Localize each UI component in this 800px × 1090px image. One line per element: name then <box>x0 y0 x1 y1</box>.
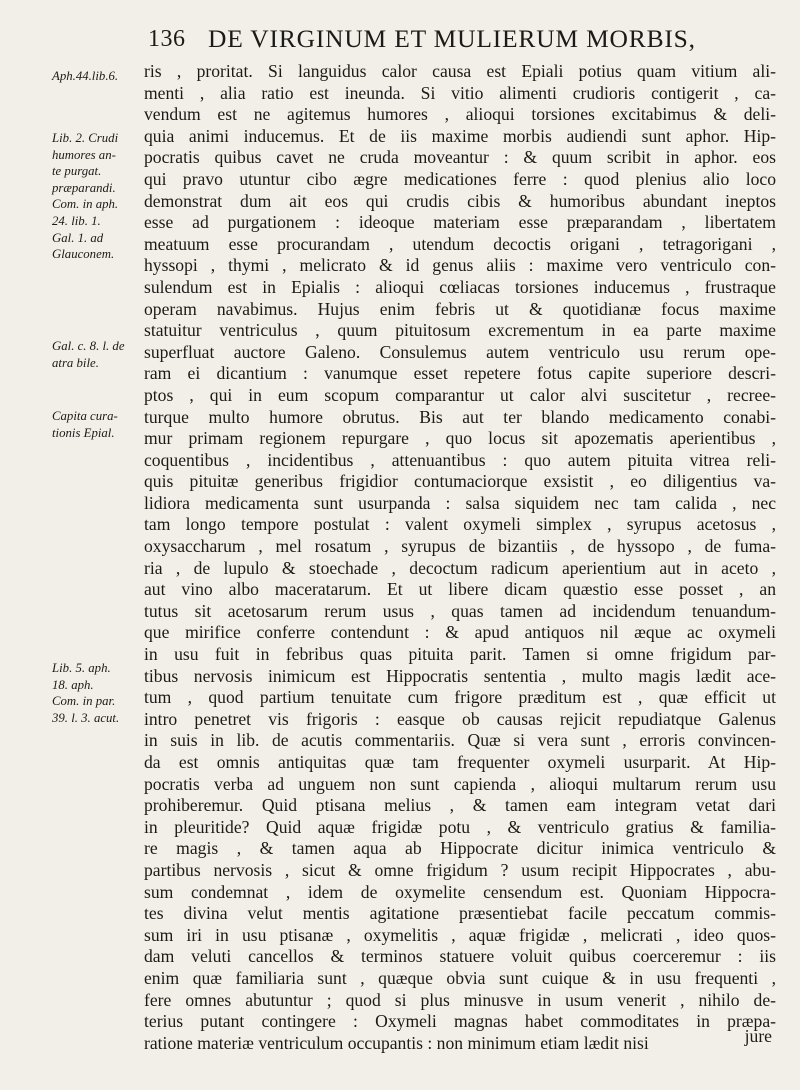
text-line: sum iri in usu ptisanæ , oxymelitis , aquæ frigidæ , melicrati , ideo quos- <box>144 924 776 945</box>
text-line: tes divina velut mentis agitatione præsentiebat facile peccatum commis- <box>144 903 776 924</box>
text-line: superfluat auctore Galeno. Consulemus autem ventriculo usu rerum ope- <box>144 341 776 362</box>
text-line: quis pituitæ generibus frigidior contumaciorque exsistit , eo diligentius va- <box>144 471 776 492</box>
text-line: ratione materiæ ventriculum occupantis : non minimum etiam lædit nisi <box>144 1032 649 1053</box>
text-line: coquentibus , incidentibus , attenuantibus : quo autem pituita vitrea reli- <box>144 449 776 470</box>
margin-note-line: te purgat. <box>52 164 102 179</box>
text-line: in pleuritide? Quid aquæ frigidæ potu , & ventriculo gratius & familia- <box>144 816 776 837</box>
margin-note-line: Com. in aph. <box>52 197 119 212</box>
text-line: ria , de lupulo & stoechade , decoctum radicum aperientium aut in aceto , <box>144 557 776 578</box>
text-line: quia animi inducemus. Et de iis maxime morbis audiendi sunt aphor. Hip- <box>144 125 776 146</box>
text-line: prohiberemur. Quid ptisana melius , & tamen eam integram vetat dari <box>144 795 776 816</box>
margin-note-line: Aph.44.lib.6. <box>52 69 119 83</box>
text-line: menti , alia ratio est ineunda. Si vitio alimenti crudioris contigerit , ca- <box>144 82 776 103</box>
margin-note-line: 18. aph. <box>52 677 94 692</box>
text-line: que mirifice conferre contendunt : & apud antiquos nil æque ac oxymeli <box>144 622 776 643</box>
text-line: aut vino albo maceratarum. Et ut libere dicam quæstio esse posset , an <box>144 579 776 600</box>
margin-note-line: Gal. c. 8. l. de <box>52 339 125 353</box>
margin-note <box>52 660 144 726</box>
text-line: meatuum esse procurandam , utendum decoctis origani , tetragorigani , <box>144 233 776 254</box>
text-line: re magis , & tamen aqua ab Hippocrate dicitur inimica ventriculo & <box>144 838 776 859</box>
text-line: lidiora medicamenta sunt usurpanda : salsa siquidem nec tam calida , nec <box>144 492 776 513</box>
text-line: oxysaccharum , mel rosatum , syrupus de bizantiis , de hyssopo , de fuma- <box>144 536 776 557</box>
text-line: da est omnis antiquitas quæ tam frequenter oxymeli usurparit. At Hip- <box>144 752 776 772</box>
margin-note <box>52 68 144 85</box>
margin-note-line: tionis Epial. <box>52 425 115 440</box>
text-line: tutus sit acetosarum rerum usus , quas tamen ad incidendum tenuandum- <box>144 600 776 621</box>
text-line: ptos , qui in eum scopum comparantur ut calor alvi suscitetur , recree- <box>144 384 776 405</box>
margin-note-line: Capita cura- <box>52 409 118 423</box>
text-line: hyssopi , thymi , melicrato & id genus aliis : maxime vero ventriculo con- <box>144 255 776 276</box>
text-line: dam veluti cancellos & terminos statuere voluit quibus coerceremur : iis <box>144 946 776 967</box>
text-line: partibus nervosis , sicut & omne frigidum ? usum recipit Hippocrates , abu- <box>144 859 776 880</box>
margin-note-line: Lib. 5. aph. <box>52 661 111 675</box>
text-line: ris , proritat. Si languidus calor causa est Epiali potius quam vitium ali- <box>144 61 776 81</box>
text-line: fere omnes abutuntur ; quod si plus minusve in usum venerit , nihilo de- <box>144 989 776 1010</box>
catchword: jure <box>744 1026 772 1046</box>
margin-note <box>52 130 144 263</box>
text-line: turque multo humore obrutus. Bis aut ter blando medicamento conabi- <box>144 406 776 427</box>
text-line: intro penetret vis frigoris : easque ob causas rejicit repudiatque Galenus <box>144 708 776 729</box>
text-line: in suis in lib. de acutis commentariis. Quæ si vera sunt , erroris convincen- <box>144 730 776 751</box>
text-line: qui pravo utuntur cibo ægre medicationes ferre : quod plenius alio loco <box>144 168 776 189</box>
text-line: enim quæ familiaria sunt , quæque obvia sunt cuique & in usu frequenti , <box>144 967 776 988</box>
margin-note-line: Com. in par. <box>52 694 116 709</box>
text-line: operam navabimus. Hujus enim febris ut & quotidianæ focus maxime <box>144 298 776 319</box>
text-line: in usu fuit in febribus quas pituita parit. Tamen si omne frigidum par- <box>144 644 776 665</box>
text-line: esse ad purgationem : ideoque materiam esse præparandam , libertatem <box>144 212 776 233</box>
margin-note-line: Glauconem. <box>52 247 115 262</box>
text-line: tum , quod partium tenuitate cum frigore præditum est , quæ efficit ut <box>144 687 776 708</box>
text-line: tam longo tempore postulat : valent oxymeli simplex , syrupus acetosus , <box>144 514 776 535</box>
margin-note <box>52 338 144 371</box>
text-line: pocratis quibus cavet ne cruda moveantur : & quum scribit in aphor. eos <box>144 147 776 168</box>
text-line: pocratis verba ad unguem non sunt capienda , alioqui multarum rerum usu <box>144 773 776 794</box>
margin-note-line: humores an- <box>52 147 116 162</box>
text-line: sum condemnat , idem de oxymelite censendum est. Quoniam Hippocra- <box>144 881 776 902</box>
page-header <box>0 22 800 58</box>
margin-note <box>52 408 144 441</box>
page-number: 136 <box>148 26 186 52</box>
margin-note-line: præparandi. <box>52 180 116 195</box>
running-title: DE VIRGINUM ET MULIERUM MORBIS, <box>208 24 696 53</box>
margin-note-line: 39. l. 3. acut. <box>52 710 120 725</box>
text-line: vendum est ne agitemus humores , alioqui torsiones excitabimus & deli- <box>144 104 776 125</box>
text-line: terius putant contingere : Oxymeli magnas habet commoditates in præpa- <box>144 1011 776 1032</box>
main-text-block <box>144 61 776 1054</box>
margin-note-line: Lib. 2. Crudi <box>52 131 119 145</box>
text-line: demonstrat dum ait eos qui crudis cibis & humoribus abundant ineptos <box>144 190 776 211</box>
margin-note-line: Gal. 1. ad <box>52 230 104 245</box>
text-line: sulendum est in Epialis : alioqui cœliacas torsiones inducemus , frustraque <box>144 276 776 297</box>
text-line: tibus nervosis inimicum est Hippocratis sententia , multo magis lædit ace- <box>144 665 776 686</box>
margin-note-line: 24. lib. 1. <box>52 213 101 228</box>
text-line: statuitur ventriculus , quum pituitosum excrementum in ea parte maxime <box>144 320 776 341</box>
text-line: ram ei dicantium : vanumque esset repetere fotus capite superiore descri- <box>144 363 776 384</box>
text-line: mur primam regionem repurgare , quo locus sit apozematis aperientibus , <box>144 428 776 449</box>
margin-note-line: atra bile. <box>52 355 99 370</box>
